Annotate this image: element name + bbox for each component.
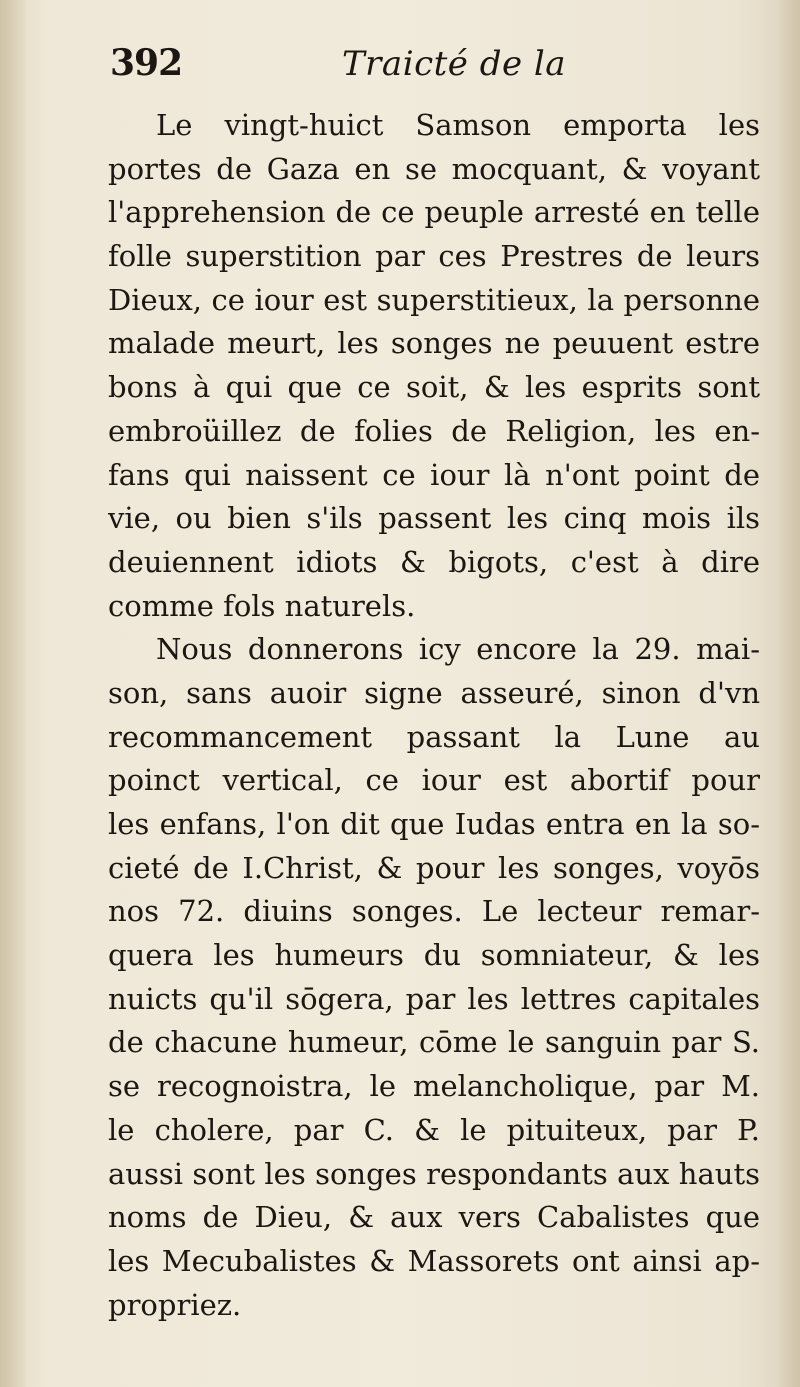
text-line: folle superstition par ces Prestres de leurs <box>108 239 760 274</box>
text-line: portes de Gaza en se mocquant, & voyant <box>108 151 760 186</box>
body-text <box>108 104 760 1327</box>
text-line: fans qui naissent ce iour là n'ont point de <box>108 457 760 492</box>
text-line: de chacune humeur, cōme le sanguin par S. <box>108 1025 760 1060</box>
text-line: quera les humeurs du somniateur, & les <box>108 938 760 973</box>
text-line: propriez. <box>108 1287 242 1322</box>
text-line: l'apprehension de ce peuple arresté en telle <box>108 195 760 230</box>
text-line: se recognoistra, le melancholique, par M. <box>108 1069 760 1104</box>
text-line: comme fols naturels. <box>108 588 416 623</box>
text-line: recommancement passant la Lune au <box>108 719 760 754</box>
text-line: le cholere, par C. & le pituiteux, par P. <box>108 1112 760 1147</box>
text-line: vie, ou bien s'ils passent les cinq mois ils <box>108 501 760 536</box>
page-edge-shadow-left <box>0 0 28 1387</box>
text-line: noms de Dieu, & aux vers Cabalistes que <box>108 1200 760 1235</box>
text-line: les Mecubalistes & Massorets ont ainsi ap- <box>108 1243 760 1278</box>
text-line: nuicts qu'il sōgera, par les lettres capitales <box>108 981 760 1016</box>
text-line: Dieux, ce iour est superstitieux, la personne <box>108 282 760 317</box>
text-line: aussi sont les songes respondants aux hauts <box>108 1156 760 1191</box>
text-line: embroüillez de folies de Religion, les en- <box>108 413 760 448</box>
running-head: Traicté de la <box>342 44 567 84</box>
paragraph <box>108 104 760 628</box>
text-line: cieté de I.Christ, & pour les songes, voyōs <box>108 850 760 885</box>
text-line: malade meurt, les songes ne peuuent estre <box>108 326 760 361</box>
page-edge-shadow-right <box>776 0 800 1387</box>
text-line: bons à qui que ce soit, & les esprits sont <box>108 370 760 405</box>
text-line: son, sans auoir signe asseuré, sinon d'vn <box>108 675 760 710</box>
text-line: deuiennent idiots & bigots, c'est à dire <box>108 544 760 579</box>
text-line: Le vingt-huict Samson emporta les <box>156 108 760 142</box>
paragraph <box>108 628 760 1327</box>
page-header <box>110 40 760 96</box>
page-number: 392 <box>110 42 183 84</box>
text-line: les enfans, l'on dit que Iudas entra en la so- <box>108 807 760 841</box>
text-line: nos 72. diuins songes. Le lecteur remar- <box>108 894 760 929</box>
text-line: Nous donnerons icy encore la 29. mai- <box>156 632 760 667</box>
text-line: poinct vertical, ce iour est abortif pour <box>108 763 760 798</box>
